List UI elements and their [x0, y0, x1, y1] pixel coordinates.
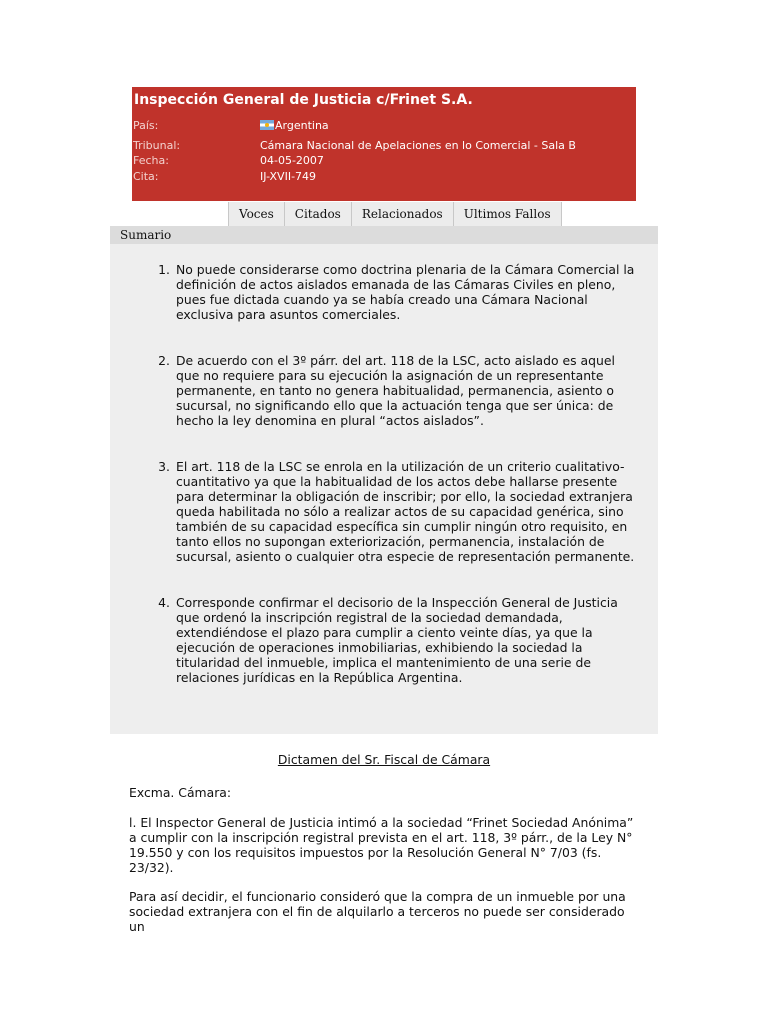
- item-text: No puede considerarse como doctrina plenaria de la Cámara Comercial la definición de actos aislados emanada de las Cámaras Civiles en pleno, pues fue dictada cuando ya se había creado una Cámara Nacional exclusiva para asuntos comerciales.: [176, 262, 635, 322]
- case-tabs: [228, 202, 562, 226]
- item-number: 1.: [158, 262, 170, 277]
- tribunal-label: Tribunal:: [133, 139, 181, 152]
- tab-ultimos-fallos[interactable]: Ultimos Fallos: [453, 202, 562, 226]
- pais-value-wrap: [260, 119, 329, 133]
- dictamen-title: Dictamen del Sr. Fiscal de Cámara: [277, 752, 491, 767]
- item-text: De acuerdo con el 3º párr. del art. 118 de la LSC, acto aislado es aquel que no requiere para su ejecución la asignación de un representante permanente, en tanto no genera habitualidad, permanencia, asiento o sucursal, no significando ello que la actuación tenga que ser única: de hecho la ley denomina en plural “actos aislados”.: [176, 353, 615, 428]
- pais-label: País:: [133, 119, 159, 132]
- tab-voces[interactable]: Voces: [228, 202, 284, 226]
- tab-relacionados[interactable]: Relacionados: [351, 202, 453, 226]
- tribunal-value: Cámara Nacional de Apelaciones en lo Comercial - Sala B: [260, 139, 576, 152]
- argentina-flag-icon: [260, 120, 274, 130]
- case-title: Inspección General de Justicia c/Frinet S.A.: [134, 92, 473, 108]
- tab-citados[interactable]: Citados: [284, 202, 351, 226]
- item-number: 3.: [158, 459, 170, 474]
- pais-value: Argentina: [275, 119, 329, 132]
- cita-label: Cita:: [133, 170, 159, 183]
- item-number: 2.: [158, 353, 170, 368]
- item-text: El art. 118 de la LSC se enrola en la utilización de un criterio cualitativo-cuantitativo ya que la habitualidad de los actos debe hallarse presente para determinar la obligación de inscribir; por ello, la sociedad extranjera queda habilitada no sólo a realizar actos de su capacidad genérica, sino también de su capacidad específica sin cumplir ningún otro requisito, en tanto ellos no supongan exteriorización, permanencia, instalación de sucursal, asiento o cualquier otra especie de representación permanente.: [176, 459, 635, 564]
- fecha-value: 04-05-2007: [260, 154, 324, 167]
- item-number: 4.: [158, 595, 170, 610]
- item-text: Corresponde confirmar el decisorio de la Inspección General de Justicia que ordenó la inscripción registral de la sociedad demandada, extendiéndose el plazo para cumplir a ciento veinte días, ya que la ejecución de operaciones inmobiliarias, exhibiendo la sociedad la titularidad del inmueble, implica el mantenimiento de una serie de relaciones jurídicas en la República Argentina.: [176, 595, 618, 685]
- fecha-label: Fecha:: [133, 154, 169, 167]
- dictamen-paragraph-2: Para así decidir, el funcionario consideró que la compra de un inmueble por una sociedad extranjera con el fin de alquilarlo a terceros no puede ser considerado un: [129, 889, 626, 934]
- sumario-panel: [110, 226, 658, 734]
- dictamen-paragraph-1: l. El Inspector General de Justicia intimó a la sociedad “Frinet Sociedad Anónima” a cumplir con la inscripción registral prevista en el art. 118, 3º párr., de la Ley N° 19.550 y con los requisitos impuestos por la Resolución General N° 7/03 (fs. 23/32).: [129, 815, 634, 875]
- sumario-heading: Sumario: [110, 226, 658, 244]
- salutation: Excma. Cámara:: [129, 785, 232, 800]
- case-header: [132, 87, 636, 201]
- cita-value: IJ-XVII-749: [260, 170, 317, 183]
